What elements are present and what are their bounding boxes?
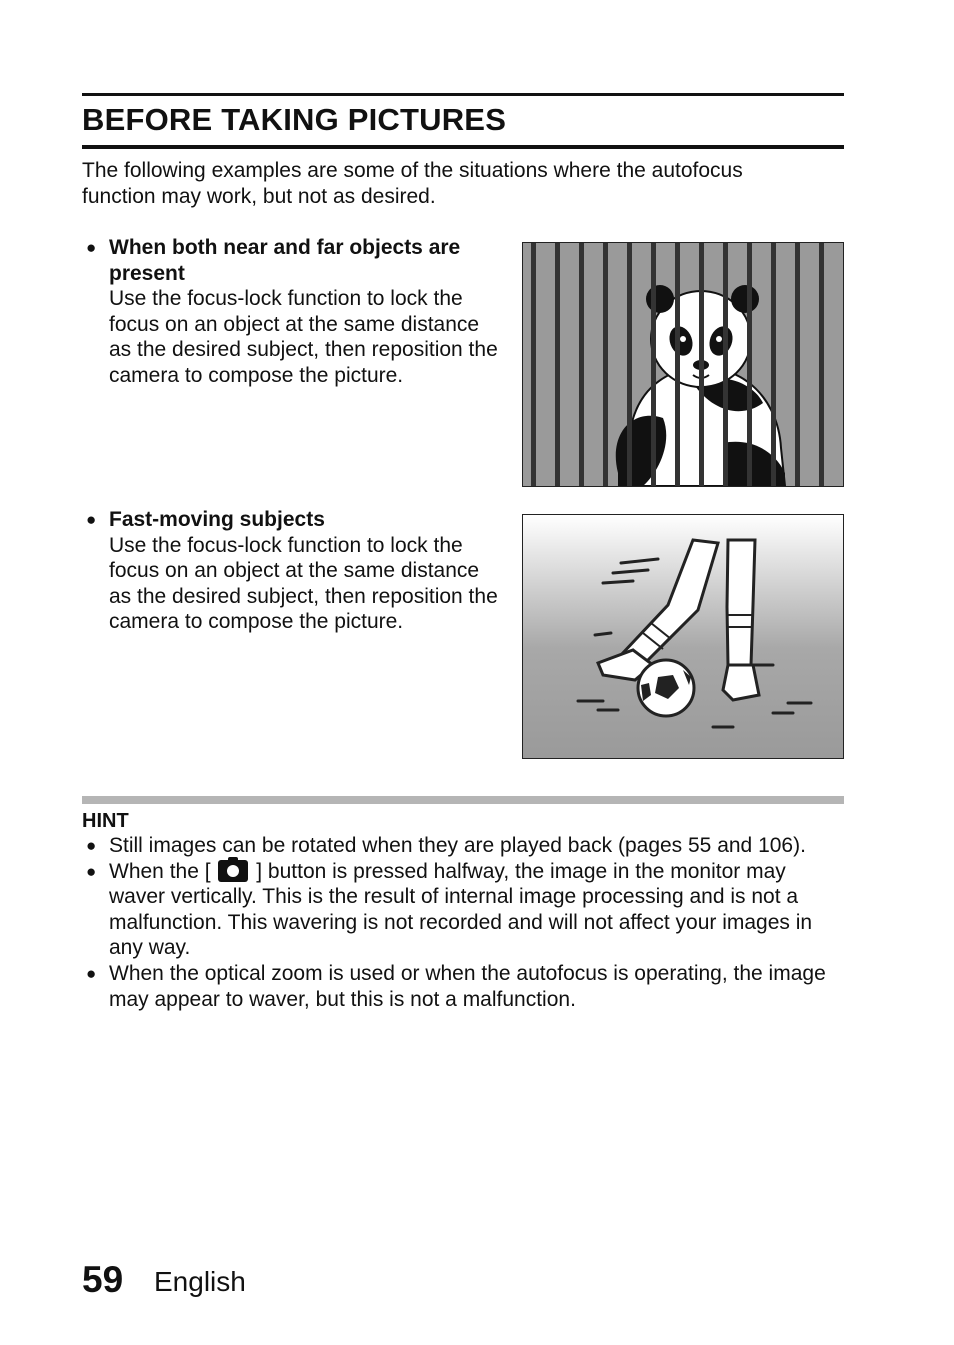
section-near-far-objects	[86, 235, 506, 389]
bullet-icon: ●	[86, 238, 97, 257]
section-body: Use the focus-lock function to lock the focus on an object at the same distance as the desired subject, then reposition the camera to compose the picture.	[109, 533, 498, 634]
section-fast-moving-subjects	[86, 507, 506, 635]
bullet-icon: ●	[86, 861, 97, 881]
hint-item-text: When the optical zoom is used or when the autofocus is operating, the image may appear to waver, but this is not a malfunction.	[109, 961, 826, 1011]
hint-item-text: Still images can be rotated when they are played back (pages 55 and 106).	[109, 834, 806, 857]
soccer-player-illustration	[522, 514, 844, 759]
bullet-icon: ●	[86, 510, 97, 529]
hint-item-text-after: ] button is pressed halfway, the image in the monitor may waver vertically. This is the result of internal image processing and is not a malfunction. This wavering is not recorded and will not affect your images in any way.	[109, 859, 813, 960]
section-heading: Fast-moving subjects	[109, 508, 325, 531]
intro-paragraph: The following examples are some of the situations where the autofocus function may work, but not as desired.	[82, 159, 743, 208]
hint-item	[86, 833, 846, 859]
hint-list	[86, 833, 846, 1012]
panda-behind-bars-illustration	[522, 242, 844, 487]
hint-item	[86, 961, 846, 1012]
page-title: BEFORE TAKING PICTURES	[82, 102, 507, 137]
title-rule-top	[82, 93, 844, 96]
section-heading: When both near and far objects are present	[109, 236, 461, 285]
title-rule-bottom	[82, 145, 844, 149]
bullet-icon: ●	[86, 836, 97, 855]
bullet-icon: ●	[86, 963, 97, 983]
hint-divider-bar	[82, 796, 844, 804]
section-body: Use the focus-lock function to lock the focus on an object at the same distance as the desired subject, then reposition the camera to compose the picture.	[109, 287, 498, 387]
hint-item-text-before: When the [	[109, 859, 211, 883]
hint-item	[86, 859, 846, 961]
hint-title: HINT	[82, 810, 129, 832]
camera-icon	[218, 860, 248, 882]
language-label: English	[154, 1266, 246, 1297]
page-number: 59	[82, 1259, 124, 1300]
